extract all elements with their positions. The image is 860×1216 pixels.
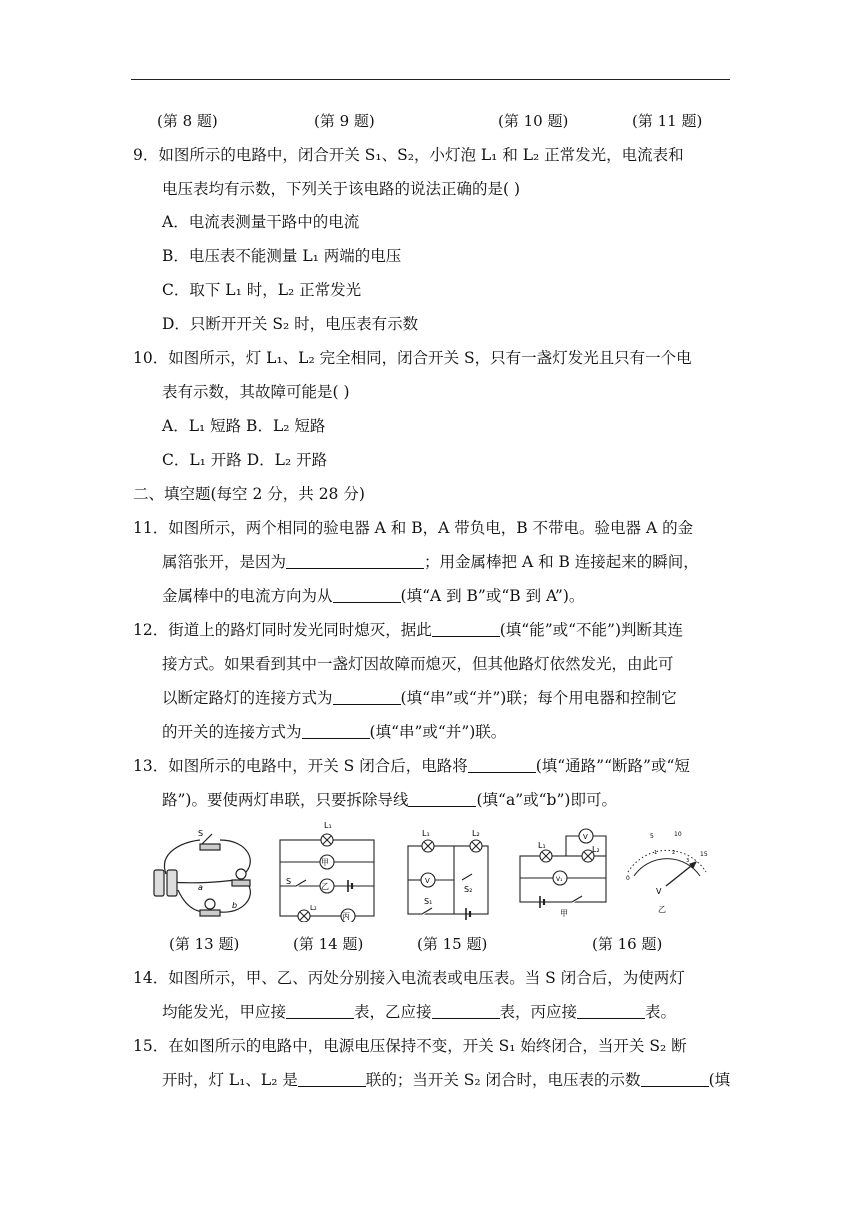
q14-text: 表，丙应接 <box>499 1003 578 1021</box>
q12-text: 12．街道上的路灯同时发光同时熄灭，据此 <box>133 621 432 639</box>
caption-q16: (第 16 题) <box>592 935 663 953</box>
q11-text: (填“A 到 B”或“B 到 A”)。 <box>400 587 585 605</box>
figure-q13-circuit <box>148 822 266 922</box>
q12-text: (填“串”或“并”)联；每个用电器和控制它 <box>400 689 677 707</box>
answer-blank <box>333 587 401 603</box>
q13-text: 路”)。要使两灯串联，只要拆除导线 <box>162 791 409 809</box>
q9-line1: 9．如图所示的电路中，闭合开关 S₁、S₂，小灯泡 L₁ 和 L₂ 正常发光，电流表和 <box>133 146 684 164</box>
figure-q16-voltmeter-dial <box>620 824 712 920</box>
answer-blank <box>432 1003 500 1019</box>
label-jia: 甲 <box>560 909 568 918</box>
q9-option-b: B．电压表不能测量 L₁ 两端的电压 <box>162 247 402 265</box>
dial-label-5: 5 <box>650 833 654 840</box>
q15-line1: 15．在如图所示的电路中，电源电压保持不变，开关 S₁ 始终闭合，当开关 S₂ 断 <box>133 1037 687 1055</box>
q13-line1 <box>133 754 690 778</box>
dial-label-2: 2 <box>672 850 676 856</box>
q12-text: (填“串”或“并”)联。 <box>369 723 507 741</box>
q9-option-d: D．只断开开关 S₂ 时，电压表有示数 <box>162 315 419 333</box>
q14-line2 <box>162 1000 676 1024</box>
answer-blank <box>468 757 536 773</box>
answer-blank <box>641 1071 709 1087</box>
q11-line2 <box>162 550 699 574</box>
label-l1: L₁ <box>538 841 546 850</box>
label-s2: S₂ <box>464 885 473 894</box>
caption-q15: (第 15 题) <box>417 935 488 953</box>
label-wire-a: a <box>198 883 203 892</box>
label-l2: L₂ <box>592 845 600 854</box>
caption-q9: (第 9 题) <box>314 112 375 130</box>
q13-text: (填“a”或“b”)即可。 <box>476 791 617 809</box>
label-s1: S₁ <box>424 897 433 906</box>
q13-text: (填“通路”“断路”或“短 <box>535 757 690 775</box>
q12-text: 以断定路灯的连接方式为 <box>162 689 333 707</box>
label-v: V <box>583 833 588 841</box>
q11-text: 金属棒中的电流方向为从 <box>162 587 333 605</box>
q10-options-cd: C．L₁ 开路 D．L₂ 开路 <box>162 451 328 469</box>
label-l1: L₁ <box>422 829 430 838</box>
q13-line2 <box>162 788 617 812</box>
caption-q14: (第 14 题) <box>293 935 364 953</box>
answer-blank <box>333 689 401 705</box>
label-bing: 丙 <box>342 912 350 921</box>
dial-label-3: 3 <box>686 858 690 864</box>
q15-line2 <box>162 1068 730 1092</box>
label-yi: 乙 <box>321 882 329 891</box>
q14-text: 均能发光，甲应接 <box>162 1003 287 1021</box>
q11-line1: 11．如图所示，两个相同的验电器 A 和 B，A 带负电，B 不带电。验电器 A 的金 <box>133 519 694 537</box>
q9-line2: 电压表均有示数，下列关于该电路的说法正确的是( ) <box>162 180 521 198</box>
q10-options-ab: A．L₁ 短路 B．L₂ 短路 <box>162 417 326 435</box>
q10-line1: 10．如图所示，灯 L₁、L₂ 完全相同，闭合开关 S，只有一盏灯发光且只有一个电 <box>133 349 692 367</box>
dial-unit-v: V <box>656 887 662 896</box>
dial-label-10: 10 <box>674 831 682 838</box>
label-jia: 甲 <box>321 858 329 867</box>
q14-line1: 14．如图所示，甲、乙、丙处分别接入电流表或电压表。当 S 闭合后，为使两灯 <box>133 969 685 987</box>
caption-q10: (第 10 题) <box>498 112 569 130</box>
label-v1: V₁ <box>556 876 563 883</box>
q10-line2: 表有示数，其故障可能是( ) <box>162 383 350 401</box>
q15-text: (填 <box>708 1071 731 1089</box>
dial-label-0: 0 <box>626 875 630 882</box>
q12-text: 的开关的连接方式为 <box>162 723 302 741</box>
dial-label-15: 15 <box>700 851 708 858</box>
q11-text: ；用金属棒把 A 和 B 连接起来的瞬间， <box>424 553 699 571</box>
q9-option-a: A．电流表测量干路中的电流 <box>162 213 360 231</box>
q12-line3 <box>162 686 677 710</box>
answer-blank <box>286 553 424 569</box>
caption-q13: (第 13 题) <box>169 935 240 953</box>
label-l2: L₂ <box>310 904 317 912</box>
q12-line2: 接方式。如果看到其中一盏灯因故障而熄灭，但其他路灯依然发光，由此可 <box>162 655 674 673</box>
q13-text: 13．如图所示的电路中，开关 S 闭合后，电路将 <box>133 757 468 775</box>
top-figure-captions <box>0 110 860 134</box>
figure-q14-circuit <box>276 818 378 922</box>
figure-q16-circuit <box>516 826 612 920</box>
label-l1: L₁ <box>324 821 332 830</box>
q14-text: 表，乙应接 <box>354 1003 432 1021</box>
label-yi: 乙 <box>658 905 666 914</box>
q12-line1 <box>133 618 683 642</box>
dial-label-1: 1 <box>654 850 658 856</box>
q11-line3 <box>162 584 584 608</box>
q11-text: 属箔张开，是因为 <box>162 553 287 571</box>
q15-text: 联的；当开关 S₂ 闭合时，电压表的示数 <box>365 1071 641 1089</box>
answer-blank <box>298 1071 366 1087</box>
top-rule <box>131 79 730 80</box>
label-wire-b: b <box>232 901 238 910</box>
caption-q8: (第 8 题) <box>157 112 218 130</box>
answer-blank <box>302 723 370 739</box>
answer-blank <box>286 1003 354 1019</box>
q9-option-c: C．取下 L₁ 时，L₂ 正常发光 <box>162 281 362 299</box>
label-l2: L₂ <box>472 829 480 838</box>
caption-q11: (第 11 题) <box>632 112 703 130</box>
figure-q15-circuit <box>404 826 496 920</box>
answer-blank <box>432 621 500 637</box>
label-s: S <box>198 829 204 838</box>
q15-text: 开时，灯 L₁、L₂ 是 <box>162 1071 298 1089</box>
answer-blank <box>408 791 476 807</box>
label-s: S <box>286 877 292 886</box>
q12-line4 <box>162 720 506 744</box>
q14-text: 表。 <box>645 1003 677 1021</box>
q12-text: (填“能”或“不能”)判断其连 <box>499 621 684 639</box>
label-v: V <box>425 877 430 885</box>
answer-blank <box>577 1003 645 1019</box>
section-heading: 二、填空题(每空 2 分，共 28 分) <box>133 485 365 503</box>
